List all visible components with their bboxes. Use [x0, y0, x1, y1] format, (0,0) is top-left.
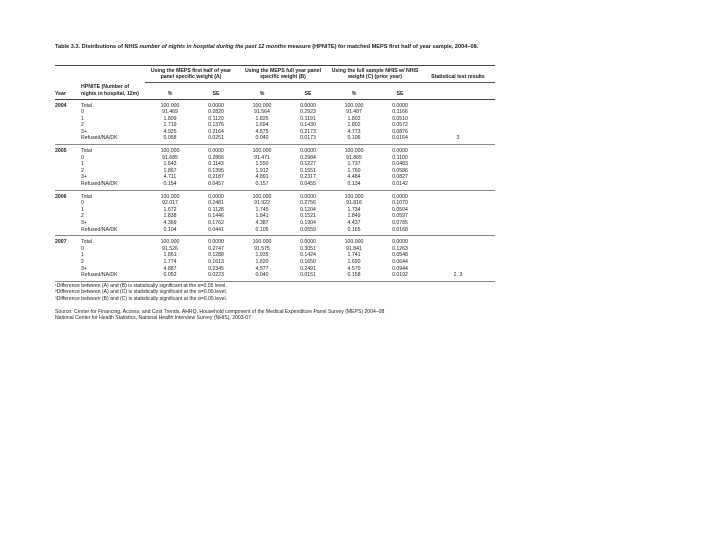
c-pct-cell: 100.000: [344, 193, 364, 200]
group-header-stat: Statistical test results: [421, 68, 495, 82]
distribution-table: [55, 65, 495, 282]
table-row: [55, 116, 495, 123]
a-se-cell: 0.1395: [208, 167, 224, 174]
a-se-cell: 0.1762: [208, 220, 224, 226]
a-pct-cell: 1.867: [163, 167, 177, 174]
b-se-cell: 0.0151: [287, 272, 329, 281]
a-pct-cell: 4.887: [163, 265, 177, 272]
se-header-c: SE: [396, 90, 404, 97]
table-row: [55, 99, 495, 109]
category-cell: Total: [81, 239, 92, 246]
table-row: [55, 129, 495, 136]
footnote-1: ¹Difference between (A) and (B) is statistically significant at the α=0.05 level.: [55, 282, 227, 289]
year-cell: 2004: [55, 102, 67, 109]
stat-cell: [421, 145, 495, 155]
b-se-cell: 0.0000: [300, 193, 316, 200]
c-se-cell: 0.0000: [392, 239, 408, 246]
a-pct-cell: 91.526: [162, 245, 178, 252]
year-cell: [55, 213, 81, 220]
b-pct-cell: 0.157: [237, 181, 287, 190]
category-cell: 2: [81, 258, 84, 265]
c-pct-cell: 1.849: [347, 213, 361, 220]
table-row: [55, 168, 495, 175]
c-pct-cell: 91.841: [346, 245, 362, 252]
table-row: [55, 161, 495, 168]
b-se-cell: 0.1204: [300, 206, 316, 213]
category-cell: 3+: [81, 265, 87, 272]
b-pct-cell: 1.841: [255, 213, 269, 220]
a-se-cell: 0.0223: [195, 272, 237, 281]
category-cell: 2: [81, 122, 84, 129]
category-cell: 2: [81, 167, 84, 174]
table-row: [55, 227, 495, 236]
b-pct-cell: 100.000: [252, 148, 272, 155]
category-cell: 0: [81, 200, 84, 207]
stat-cell: [421, 207, 495, 214]
a-se-cell: 0.1613: [208, 258, 224, 265]
c-pct-cell: 0.106: [329, 135, 379, 144]
year-cell: 2006: [55, 193, 67, 200]
b-pct-cell: 100.000: [252, 102, 272, 109]
year-cell: 2007: [55, 239, 67, 246]
stat-cell: [421, 236, 495, 246]
b-se-cell: 0.0455: [287, 181, 329, 190]
b-se-cell: 0.0173: [287, 135, 329, 144]
stat-cell: [421, 246, 495, 253]
year-cell: [55, 220, 81, 227]
document-page: [55, 44, 495, 322]
title-italic: number of nights in hospital during the past 12 months: [139, 44, 287, 50]
se-header-b: SE: [304, 90, 312, 97]
c-pct-cell: 4.484: [347, 174, 361, 181]
category-cell: 0: [81, 245, 84, 252]
year-cell: [55, 252, 81, 259]
stat-cell: [421, 227, 495, 236]
hpnite-header: HPNITE (Number of nights in hospital, 12m): [81, 84, 139, 97]
a-pct-cell: 0.104: [145, 227, 195, 236]
category-cell: 0: [81, 109, 84, 116]
title-prefix: Table 3.3. Distributions of NHIS: [55, 44, 140, 50]
c-se-cell: 0.0168: [379, 227, 421, 236]
b-pct-cell: 1.820: [255, 258, 269, 265]
c-se-cell: 0.1166: [392, 109, 408, 116]
table-title: [55, 44, 495, 51]
year-cell: [55, 266, 81, 273]
year-header: Year: [55, 90, 66, 97]
category-cell: Total: [81, 102, 92, 109]
a-se-cell: 0.2345: [208, 265, 224, 272]
b-se-cell: 0.1521: [300, 213, 316, 220]
c-se-cell: 0.0000: [392, 193, 408, 200]
b-pct-cell: 4.891: [255, 174, 269, 181]
a-se-cell: 0.0000: [208, 102, 224, 109]
stat-cell: [421, 190, 495, 200]
year-cell: [55, 246, 81, 253]
year-cell: [55, 174, 81, 181]
category-cell: 2: [81, 213, 84, 220]
c-se-cell: 0.0192: [379, 272, 421, 281]
year-cell: [55, 227, 81, 236]
table-row: [55, 213, 495, 220]
a-se-cell: 0.1128: [208, 206, 224, 213]
group-header-row: [55, 68, 495, 82]
a-pct-cell: 1.809: [163, 115, 177, 122]
a-se-cell: 0.2164: [208, 128, 224, 135]
c-pct-cell: 1.760: [347, 167, 361, 174]
c-se-cell: 0.0586: [392, 167, 408, 174]
c-pct-cell: 1.690: [347, 258, 361, 265]
table-row: [55, 181, 495, 190]
a-pct-cell: 4.925: [163, 128, 177, 135]
a-pct-cell: 100.000: [160, 148, 180, 155]
a-pct-cell: 100.000: [160, 102, 180, 109]
b-se-cell: 0.1424: [300, 252, 316, 259]
b-se-cell: 0.2173: [300, 128, 316, 135]
category-cell: Total: [81, 193, 92, 200]
c-se-cell: 0.0597: [392, 213, 408, 220]
stat-cell: [421, 122, 495, 129]
stat-cell: [421, 252, 495, 259]
category-cell: 1: [81, 115, 84, 122]
c-se-cell: 0.1263: [392, 245, 408, 252]
table-row: [55, 259, 495, 266]
b-se-cell: 0.1904: [300, 220, 316, 226]
table-body: [55, 99, 495, 281]
stat-cell: [421, 168, 495, 175]
year-cell: [55, 161, 81, 168]
a-pct-cell: 1.672: [163, 206, 177, 213]
table-row: [55, 135, 495, 144]
pct-header-b: %: [259, 90, 265, 97]
b-pct-cell: 91.575: [254, 245, 270, 252]
category-cell: Refused/NA/DK: [81, 272, 145, 281]
footnote-2: ²Difference between (A) and (C) is statistically significant at the α=0.05 level.: [55, 289, 228, 296]
b-se-cell: 0.2923: [300, 109, 316, 116]
table-row: [55, 174, 495, 181]
c-pct-cell: 0.158: [329, 272, 379, 281]
c-se-cell: 0.0510: [392, 115, 408, 122]
c-pct-cell: 1.802: [347, 115, 361, 122]
b-pct-cell: 1.912: [255, 167, 269, 174]
b-se-cell: 0.0000: [300, 148, 316, 155]
se-header-a: SE: [212, 90, 220, 97]
footnotes: [55, 283, 495, 302]
c-se-cell: 0.0000: [392, 102, 408, 109]
stat-cell: [421, 200, 495, 207]
c-se-cell: 0.1070: [392, 200, 408, 207]
category-cell: 1: [81, 206, 84, 213]
b-pct-cell: 1.550: [255, 161, 269, 168]
b-pct-cell: 100.000: [252, 239, 272, 246]
c-pct-cell: 100.000: [344, 239, 364, 246]
b-pct-cell: 1.935: [255, 252, 269, 259]
c-pct-cell: 0.134: [329, 181, 379, 190]
b-se-cell: 0.2491: [300, 265, 316, 272]
table-row: [55, 207, 495, 214]
a-pct-cell: 91.685: [162, 154, 178, 161]
stat-cell: [421, 213, 495, 220]
b-pct-cell: 1.694: [255, 122, 269, 129]
b-pct-cell: 4.387: [255, 220, 269, 226]
b-se-cell: 0.1430: [300, 122, 316, 129]
category-cell: 1: [81, 252, 84, 259]
source-note: [55, 309, 495, 322]
title-suffix: measure (HPNITE) for matched MEPS first half of year sample, 2004–08.: [286, 44, 479, 50]
c-se-cell: 0.0944: [392, 265, 408, 272]
a-se-cell: 0.2481: [208, 200, 224, 207]
c-se-cell: 0.0548: [392, 252, 408, 259]
b-pct-cell: 0.040: [237, 135, 287, 144]
table-row: [55, 122, 495, 129]
year-cell: 2005: [55, 148, 67, 155]
a-se-cell: 0.1288: [208, 252, 224, 259]
c-pct-cell: 4.773: [347, 128, 361, 135]
stat-cell: 3: [421, 135, 495, 144]
a-se-cell: 0.0000: [208, 148, 224, 155]
a-se-cell: 0.2187: [208, 174, 224, 181]
table-row: [55, 109, 495, 116]
category-cell: 1: [81, 161, 84, 168]
table-row: [55, 155, 495, 162]
stat-cell: [421, 161, 495, 168]
table-row: [55, 252, 495, 259]
year-cell: [55, 109, 81, 116]
a-se-cell: 0.2747: [208, 245, 224, 252]
b-se-cell: 0.3051: [300, 245, 316, 252]
sub-header-row: [55, 82, 495, 97]
a-pct-cell: 0.154: [145, 181, 195, 190]
a-pct-cell: 1.774: [163, 258, 177, 265]
b-pct-cell: 0.040: [237, 272, 287, 281]
a-pct-cell: 1.838: [163, 213, 177, 220]
stat-cell: [421, 259, 495, 266]
a-pct-cell: 1.643: [163, 161, 177, 168]
c-se-cell: 0.0572: [392, 122, 408, 129]
table-row: [55, 266, 495, 273]
a-se-cell: 0.2866: [208, 154, 224, 161]
a-se-cell: 0.2820: [208, 109, 224, 116]
a-pct-cell: 4.711: [163, 174, 177, 181]
b-pct-cell: 100.000: [252, 193, 272, 200]
category-cell: Refused/NA/DK: [81, 135, 145, 144]
b-pct-cell: 1.825: [255, 115, 269, 122]
c-se-cell: 0.0142: [379, 181, 421, 190]
c-se-cell: 0.0483: [392, 161, 408, 168]
b-pct-cell: 91.471: [254, 154, 270, 161]
year-cell: [55, 155, 81, 162]
year-cell: [55, 181, 81, 190]
a-se-cell: 0.1120: [208, 115, 224, 122]
b-se-cell: 0.1227: [300, 161, 316, 168]
b-pct-cell: 1.745: [255, 206, 269, 213]
stat-cell: [421, 220, 495, 227]
table-row: [55, 190, 495, 200]
c-se-cell: 0.0000: [392, 148, 408, 155]
table-row: [55, 145, 495, 155]
category-cell: Refused/NA/DK: [81, 227, 145, 236]
group-header-b: Using the MEPS full year panel specific weight (B): [237, 68, 329, 82]
a-pct-cell: 100.000: [160, 239, 180, 246]
c-pct-cell: 91.865: [346, 154, 362, 161]
a-pct-cell: 100.000: [160, 193, 180, 200]
c-pct-cell: 4.570: [347, 265, 361, 272]
year-cell: [55, 116, 81, 123]
b-se-cell: 0.0559: [287, 227, 329, 236]
stat-cell: [421, 129, 495, 136]
category-cell: Total: [81, 148, 92, 155]
c-se-cell: 0.0644: [392, 258, 408, 265]
source-line-2: National Center for Health Statistics, National Health Interview Survey (NHIS), 2003-07: [55, 315, 251, 322]
pct-header-c: %: [351, 90, 357, 97]
c-se-cell: 0.0876: [392, 128, 408, 135]
table-row: [55, 246, 495, 253]
year-cell: [55, 122, 81, 129]
b-pct-cell: 4.875: [255, 128, 269, 135]
a-pct-cell: 1.719: [163, 122, 177, 129]
a-se-cell: 0.1143: [208, 161, 224, 168]
c-se-cell: 0.0785: [392, 220, 408, 226]
a-pct-cell: 1.861: [163, 252, 177, 259]
year-cell: [55, 207, 81, 214]
stat-cell: [421, 174, 495, 181]
c-pct-cell: 0.165: [329, 227, 379, 236]
category-cell: 3+: [81, 220, 87, 226]
stat-cell: 2, 3: [421, 272, 495, 281]
stat-cell: [421, 181, 495, 190]
b-pct-cell: 91.564: [254, 109, 270, 116]
c-se-cell: 0.1100: [392, 154, 408, 161]
footnote-3: ³Difference between (B) and (C) is statistically significant at the α=0.05 level.: [55, 295, 228, 302]
b-se-cell: 0.0000: [300, 239, 316, 246]
b-se-cell: 0.2317: [300, 174, 316, 181]
year-cell: [55, 259, 81, 266]
stat-cell: [421, 155, 495, 162]
b-se-cell: 0.2756: [300, 200, 316, 207]
a-se-cell: 0.0457: [195, 181, 237, 190]
b-se-cell: 0.1191: [300, 115, 316, 122]
a-se-cell: 0.1376: [208, 122, 224, 129]
c-se-cell: 0.0164: [379, 135, 421, 144]
c-pct-cell: 1.741: [347, 252, 361, 259]
group-header-a: Using the MEPS first half of year panel specific weight (A): [145, 68, 237, 82]
c-pct-cell: 100.000: [344, 148, 364, 155]
b-pct-cell: 0.105: [237, 227, 287, 236]
category-cell: 3+: [81, 128, 87, 135]
c-pct-cell: 4.437: [347, 220, 361, 226]
year-cell: [55, 129, 81, 136]
b-pct-cell: 4.577: [255, 265, 269, 272]
table-row: [55, 272, 495, 281]
c-se-cell: 0.0504: [392, 206, 408, 213]
a-se-cell: 0.0251: [195, 135, 237, 144]
stat-cell: [421, 266, 495, 273]
table-row: [55, 236, 495, 246]
table-row: [55, 220, 495, 227]
b-se-cell: 0.1650: [300, 258, 316, 265]
b-se-cell: 0.2984: [300, 154, 316, 161]
a-se-cell: 0.0441: [195, 227, 237, 236]
a-pct-cell: 4.369: [163, 220, 177, 226]
a-pct-cell: 92.017: [162, 200, 178, 207]
b-pct-cell: 91.922: [254, 200, 270, 207]
c-pct-cell: 100.000: [344, 102, 364, 109]
c-pct-cell: 91.816: [346, 200, 362, 207]
a-pct-cell: 0.058: [145, 135, 195, 144]
pct-header-a: %: [167, 90, 173, 97]
c-pct-cell: 91.487: [346, 109, 362, 116]
year-cell: [55, 272, 81, 281]
stat-cell: [421, 99, 495, 109]
table-row: [55, 200, 495, 207]
stat-cell: [421, 116, 495, 123]
b-se-cell: 0.0000: [300, 102, 316, 109]
year-cell: [55, 135, 81, 144]
category-cell: 0: [81, 154, 84, 161]
c-pct-cell: 1.734: [347, 206, 361, 213]
category-cell: Refused/NA/DK: [81, 181, 145, 190]
c-pct-cell: 1.802: [347, 122, 361, 129]
source-line-1: Source: Center for Financing, Access, and Cost Trends, AHRQ, Household component of the Medical Expenditure Panel Survey (MEPS) 2004–08: [55, 308, 385, 315]
year-cell: [55, 200, 81, 207]
b-se-cell: 0.1551: [300, 167, 316, 174]
a-pct-cell: 0.052: [145, 272, 195, 281]
group-header-c: Using the full sample NHIS w/ NHIS weight (C) (prior year): [329, 68, 421, 82]
c-pct-cell: 1.737: [347, 161, 361, 168]
category-cell: 3+: [81, 174, 87, 181]
c-se-cell: 0.0827: [392, 174, 408, 181]
a-se-cell: 0.1446: [208, 213, 224, 220]
a-se-cell: 0.0000: [208, 193, 224, 200]
a-se-cell: 0.0000: [208, 239, 224, 246]
stat-cell: [421, 109, 495, 116]
a-pct-cell: 91.469: [162, 109, 178, 116]
year-cell: [55, 168, 81, 175]
